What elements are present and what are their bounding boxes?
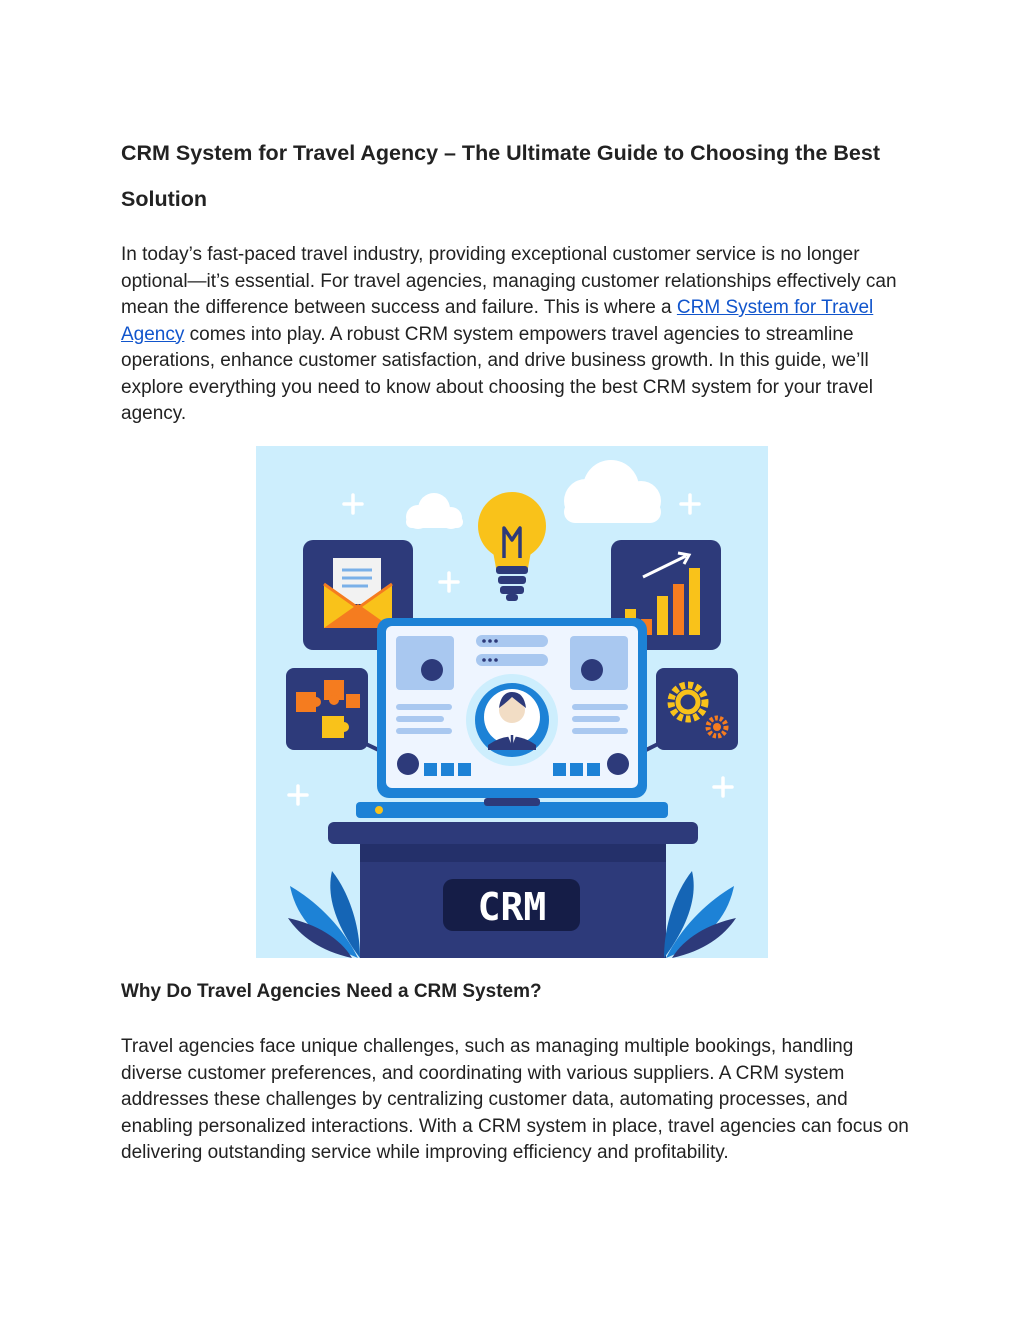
crm-illustration-svg [256, 446, 768, 958]
puzzle-icon [286, 668, 368, 750]
gears-icon [656, 668, 738, 750]
intro-text-after: comes into play. A robust CRM system empowers travel agencies to streamline operations, enhance customer satisfaction, and drive business growth. In this guide, we’ll explore everything you need to know about choosing the best CRM system for your travel agency. [121, 323, 873, 424]
crm-system-link[interactable]: CRM System for Travel Agency [121, 297, 874, 345]
intro-paragraph [121, 242, 911, 428]
page-title: CRM System for Travel Agency – The Ultimate Guide to Choosing the Best Solution [121, 141, 881, 211]
crm-illustration [256, 446, 768, 958]
crm-label: CRM [477, 885, 547, 929]
user-avatar-icon [466, 674, 558, 766]
crm-podium [328, 822, 698, 958]
intro-text-before: In today’s fast-paced travel industry, providing exceptional customer service is no longer optional—it’s essential. For travel agencies, managing customer relationships effectively can mean the difference between success and failure. This is where a [121, 244, 897, 318]
section-heading: Why Do Travel Agencies Need a CRM System? [121, 981, 542, 1002]
section-paragraph: Travel agencies face unique challenges, such as managing multiple bookings, handling diverse customer preferences, and coordinating with various suppliers. A CRM system addresses these challenges by centralizing customer data, automating processes, and enabling personalized interactions. With a CRM system in place, travel agencies can focus on delivering outstanding service while improving efficiency and profitability. [121, 1036, 909, 1163]
